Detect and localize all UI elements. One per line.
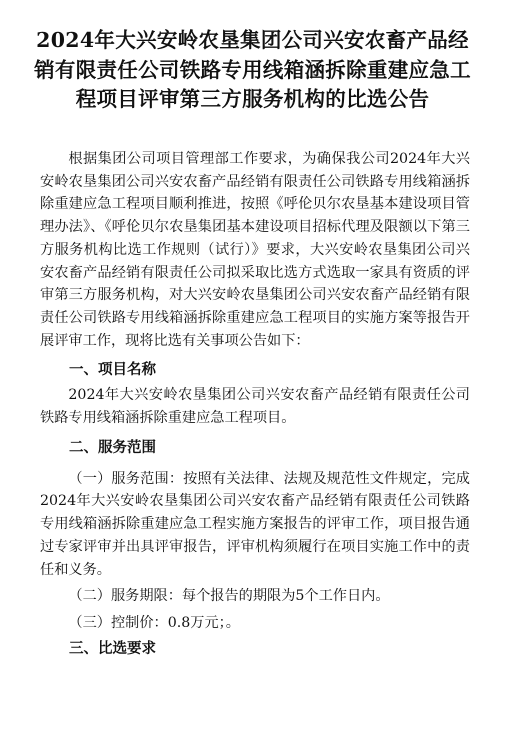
intro-paragraph: 根据集团公司项目管理部工作要求，为确保我公司2024年大兴安岭农垦集团公司兴安农畜产品经销有限责任公司铁路专用线箱涵拆除重建应急工程项目顺利推进，按照《呼伦贝尔农垦基本建设项目管理办法》、《呼伦贝尔农垦集团基本建设项目招标代理及限额以下第三方服务机构比选工作规则（试行）》要求，大兴安岭农垦集团公司兴安农畜产品经销有限责任公司拟采取比选方式选取一家具有资质的评审第三方服务机构，对大兴安岭农垦集团公司兴安农畜产品经销有限责任公司铁路专用线箱涵拆除重建应急工程项目的实施方案等报告开展评审工作，现将比选有关事项公告如下：: [40, 151, 470, 349]
section-heading-project-name: 一、项目名称: [69, 361, 156, 379]
document-body: [40, 148, 470, 663]
section-heading-service-scope: 二、服务范围: [69, 438, 156, 456]
service-scope-item-1: （一）服务范围：按照有关法律、法规及规范性文件规定，完成2024年大兴安岭农垦集团公司兴安农畜产品经销有限责任公司铁路专用线箱涵拆除重建应急工程实施方案报告的评审工作，项目报告通过专家评审并出具评审报告，评审机构须履行在项目实施工作中的责任和义务。: [40, 470, 470, 578]
control-price-item: （三）控制价：0.8万元；。: [68, 614, 240, 631]
service-period-item: （二）服务期限：每个报告的期限为5个工作日内。: [68, 588, 390, 605]
section-heading-requirements: 三、比选要求: [69, 639, 156, 657]
project-name-paragraph: 2024年大兴安岭农垦集团公司兴安农畜产品经销有限责任公司铁路专用线箱涵拆除重建应急工程项目。: [40, 387, 470, 427]
document-title: 2024年大兴安岭农垦集团公司兴安农畜产品经销有限责任公司铁路专用线箱涵拆除重建应急工程项目评审第三方服务机构的比选公告: [34, 28, 471, 111]
